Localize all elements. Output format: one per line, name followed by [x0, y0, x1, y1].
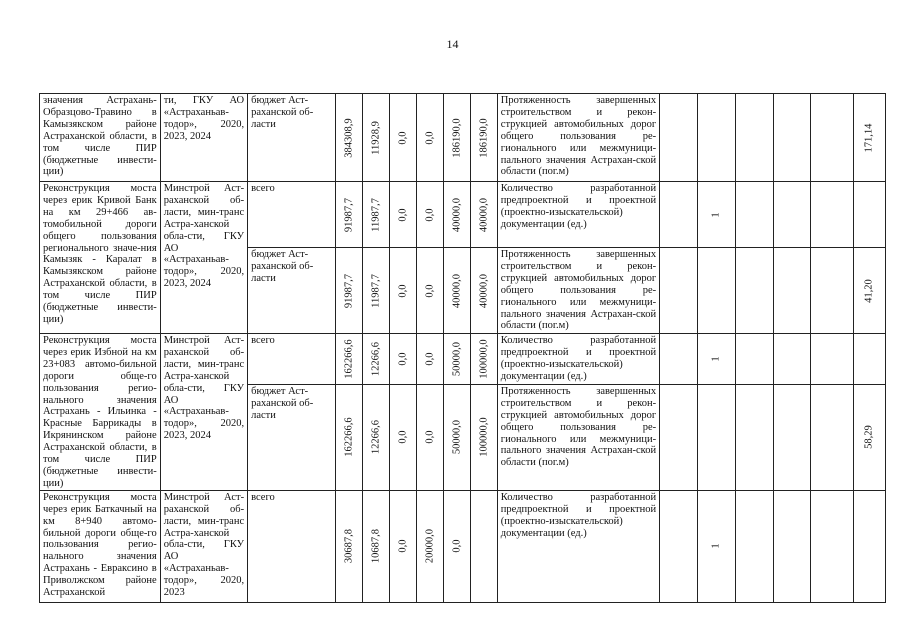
customer-cell: Минстрой Аст-раханской об-ласти, мин-транс Астра-ханской обла-сти, ГКУ АО «Астраханьав-тодор», 2020, 2023, 2024 [160, 182, 247, 334]
funding-source-cell: всего [248, 334, 335, 385]
indicator-value-cell-e2 [697, 94, 736, 182]
indicator-value-cell-e3 [736, 248, 773, 334]
amount-cell-v2 [362, 248, 389, 334]
amount-value: 12266,6 [370, 341, 382, 376]
amount-value: 40000,0 [451, 197, 463, 232]
amount-cell-v3 [389, 490, 416, 602]
amount-value: 100000,0 [478, 339, 490, 379]
amount-cell-v1 [335, 490, 362, 602]
indicator-value-cell-e6 [853, 248, 885, 334]
amount-cell-v4 [416, 384, 443, 490]
indicator-value-cell-e5 [810, 182, 853, 248]
amount-cell-v3 [389, 182, 416, 248]
amount-value: 30687,8 [343, 529, 355, 564]
amount-value: 384308,9 [343, 117, 355, 158]
indicator-value-cell-e6 [853, 182, 885, 248]
indicator-value-cell-e2 [697, 248, 736, 334]
funding-source-cell: всего [248, 182, 335, 248]
amount-value: 0,0 [424, 430, 436, 444]
amount-cell-v6 [470, 248, 497, 334]
indicator-cell: Протяженность завершенных строительством и рекон-струкцией автомобильных дорог общего пользования ре-гионального или межмуници-пального значения Астрахан-ской области (пог.м) [497, 94, 659, 182]
amount-value: 10687,8 [370, 529, 382, 564]
amount-value: 40000,0 [451, 273, 463, 308]
amount-cell-v6 [470, 334, 497, 385]
amount-value: 50000,0 [451, 420, 463, 455]
amount-value: 11987,7 [370, 273, 382, 308]
indicator-value-cell-e4 [773, 182, 810, 248]
indicator-value-cell-e6 [853, 490, 885, 602]
table-row [40, 94, 886, 182]
amount-cell-v1 [335, 384, 362, 490]
amount-cell-v1 [335, 334, 362, 385]
indicator-value-cell-e4 [773, 248, 810, 334]
funding-source-cell: бюджет Аст-раханской об-ласти [248, 94, 335, 182]
amount-value: 0,0 [424, 207, 436, 222]
indicator-cell: Количество разработанной предпроектной и проектной (проектно-изыскательской) документации (ед.) [497, 334, 659, 385]
amount-value: 162266,6 [343, 417, 355, 458]
amount-value: 186190,0 [451, 117, 463, 158]
indicator-value: 1 [710, 543, 722, 549]
amount-cell-v1 [335, 182, 362, 248]
amount-value: 11987,7 [370, 197, 382, 232]
amount-cell-v4 [416, 182, 443, 248]
amount-value: 0,0 [424, 352, 436, 366]
indicator-value-cell-e3 [736, 182, 773, 248]
amount-cell-v4 [416, 248, 443, 334]
indicator-value-cell-e2 [697, 490, 736, 602]
amount-cell-v5 [443, 334, 470, 385]
amount-cell-v5 [443, 248, 470, 334]
amount-cell-v6 [470, 490, 497, 602]
amount-cell-v5 [443, 182, 470, 248]
indicator-value: 171,14 [863, 123, 875, 152]
amount-value: 0,0 [397, 430, 409, 444]
table-row [40, 490, 886, 602]
amount-cell-v4 [416, 490, 443, 602]
indicator-value: 1 [710, 356, 722, 362]
amount-value: 0,0 [397, 539, 409, 553]
indicator-value-cell-e1 [660, 182, 697, 248]
indicator-value-cell-e5 [810, 334, 853, 385]
indicator-value-cell-e1 [660, 334, 697, 385]
indicator-value-cell-e1 [660, 94, 697, 182]
indicator-value: 1 [710, 211, 722, 218]
amount-cell-v2 [362, 490, 389, 602]
amount-value: 40000,0 [478, 273, 490, 308]
indicator-value-cell-e3 [736, 94, 773, 182]
table-row [40, 182, 886, 248]
amount-cell-v6 [470, 182, 497, 248]
amount-value: 91987,7 [343, 273, 355, 308]
amount-cell-v3 [389, 334, 416, 385]
funding-source-cell: бюджет Аст-раханской об-ласти [248, 248, 335, 334]
amount-value: 162266,6 [343, 339, 355, 379]
indicator-value-cell-e1 [660, 384, 697, 490]
table-row [40, 334, 886, 385]
indicator-cell: Протяженность завершенных строительством и рекон-струкцией автомобильных дорог общего пользования ре-гионального или межмуници-пального значения Астрахан-ской области (пог.м) [497, 384, 659, 490]
indicator-cell: Протяженность завершенных строительством и рекон-струкцией автомобильных дорог общего пользования ре-гионального или межмуници-пального значения Астрахан-ской области (пог.м) [497, 248, 659, 334]
amount-value: 186190,0 [478, 117, 490, 158]
amount-cell-v3 [389, 248, 416, 334]
amount-cell-v3 [389, 94, 416, 182]
funding-source-cell: всего [248, 490, 335, 602]
amount-value: 40000,0 [478, 197, 490, 232]
amount-value: 100000,0 [478, 417, 490, 458]
indicator-value-cell-e5 [810, 94, 853, 182]
indicator-value-cell-e3 [736, 334, 773, 385]
amount-value: 0,0 [397, 283, 409, 298]
object-name-cell: Реконструкция моста через ерик Баткачный на км 8+940 автомо-бильной дороги обще-го пользования регио-нального значения Астрахань - Евраксино в Приволжском районе Астраханской [40, 490, 161, 602]
amount-value: 0,0 [451, 539, 463, 553]
amount-cell-v1 [335, 248, 362, 334]
object-name-cell: значения Астрахань-Образцово-Травино в Камызякском районе Астраханской области, в том числе ПИР (бюджетные инвести-ции) [40, 94, 161, 182]
indicator-value-cell-e1 [660, 490, 697, 602]
indicator-value-cell-e2 [697, 384, 736, 490]
amount-value: 0,0 [397, 207, 409, 222]
amount-cell-v4 [416, 334, 443, 385]
funding-source-cell: бюджет Аст-раханской об-ласти [248, 384, 335, 490]
amount-cell-v6 [470, 94, 497, 182]
object-name-cell: Реконструкция моста через ерик Кривой Банк на км 29+466 ав-томобильной дороги общего пользования регионального значе-ния Камызяк - Каралат в Камызякском районе Астраханской области, в том числе ПИР (бюджетные инвести-ции) [40, 182, 161, 334]
amount-value: 12266,6 [370, 420, 382, 455]
amount-value: 20000,0 [424, 529, 436, 564]
amount-cell-v2 [362, 182, 389, 248]
amount-value: 91987,7 [343, 197, 355, 232]
indicator-cell: Количество разработанной предпроектной и проектной (проектно-изыскательской) документации (ед.) [497, 182, 659, 248]
amount-value: 0,0 [424, 283, 436, 298]
indicator-value: 41,20 [863, 278, 875, 303]
amount-cell-v5 [443, 384, 470, 490]
amount-value: 0,0 [397, 352, 409, 366]
indicator-cell: Количество разработанной предпроектной и проектной (проектно-изыскательской) документации (ед.) [497, 490, 659, 602]
page-number: 14 [446, 37, 459, 51]
amount-value: 50000,0 [451, 341, 463, 376]
indicator-value-cell-e2 [697, 182, 736, 248]
amount-value: 11928,9 [370, 120, 382, 155]
indicator-value-cell-e6 [853, 334, 885, 385]
indicator-value-cell-e6 [853, 384, 885, 490]
indicator-value-cell-e3 [736, 384, 773, 490]
amount-cell-v2 [362, 94, 389, 182]
indicator-value-cell-e4 [773, 384, 810, 490]
indicator-value-cell-e5 [810, 490, 853, 602]
indicator-value-cell-e4 [773, 334, 810, 385]
indicator-value-cell-e4 [773, 490, 810, 602]
indicator-value-cell-e6 [853, 94, 885, 182]
indicator-value-cell-e4 [773, 94, 810, 182]
indicator-value-cell-e5 [810, 384, 853, 490]
object-name-cell: Реконструкция моста через ерик Избной на км 23+083 автомо-бильной дороги обще-го пользования регио-нального значения Астрахань - Ильинка - Красные Баррикады в Икрянинском районе Астраханской области, в том числе ПИР (бюджетные инвести-ции) [40, 334, 161, 491]
customer-cell: ти, ГКУ АО «Астраханьав-тодор», 2020, 2023, 2024 [160, 94, 247, 182]
indicator-value-cell-e1 [660, 248, 697, 334]
amount-cell-v1 [335, 94, 362, 182]
amount-cell-v2 [362, 384, 389, 490]
amount-cell-v2 [362, 334, 389, 385]
amount-cell-v5 [443, 94, 470, 182]
amount-value: 0,0 [424, 130, 436, 145]
customer-cell: Минстрой Аст-раханской об-ласти, мин-транс Астра-ханской обла-сти, ГКУ АО «Астраханьав-тодор», 2020, 2023 [160, 490, 247, 602]
amount-cell-v3 [389, 384, 416, 490]
indicator-value-cell-e3 [736, 490, 773, 602]
table-body [40, 94, 886, 603]
indicator-value-cell-e2 [697, 334, 736, 385]
indicator-value: 58,29 [863, 425, 875, 450]
program-table [39, 93, 886, 603]
customer-cell: Минстрой Аст-раханской об-ласти, мин-транс Астра-ханской обла-сти, ГКУ АО «Астраханьав-тодор», 2020, 2023, 2024 [160, 334, 247, 491]
amount-cell-v5 [443, 490, 470, 602]
amount-cell-v4 [416, 94, 443, 182]
indicator-value-cell-e5 [810, 248, 853, 334]
amount-cell-v6 [470, 384, 497, 490]
amount-value: 0,0 [397, 130, 409, 145]
